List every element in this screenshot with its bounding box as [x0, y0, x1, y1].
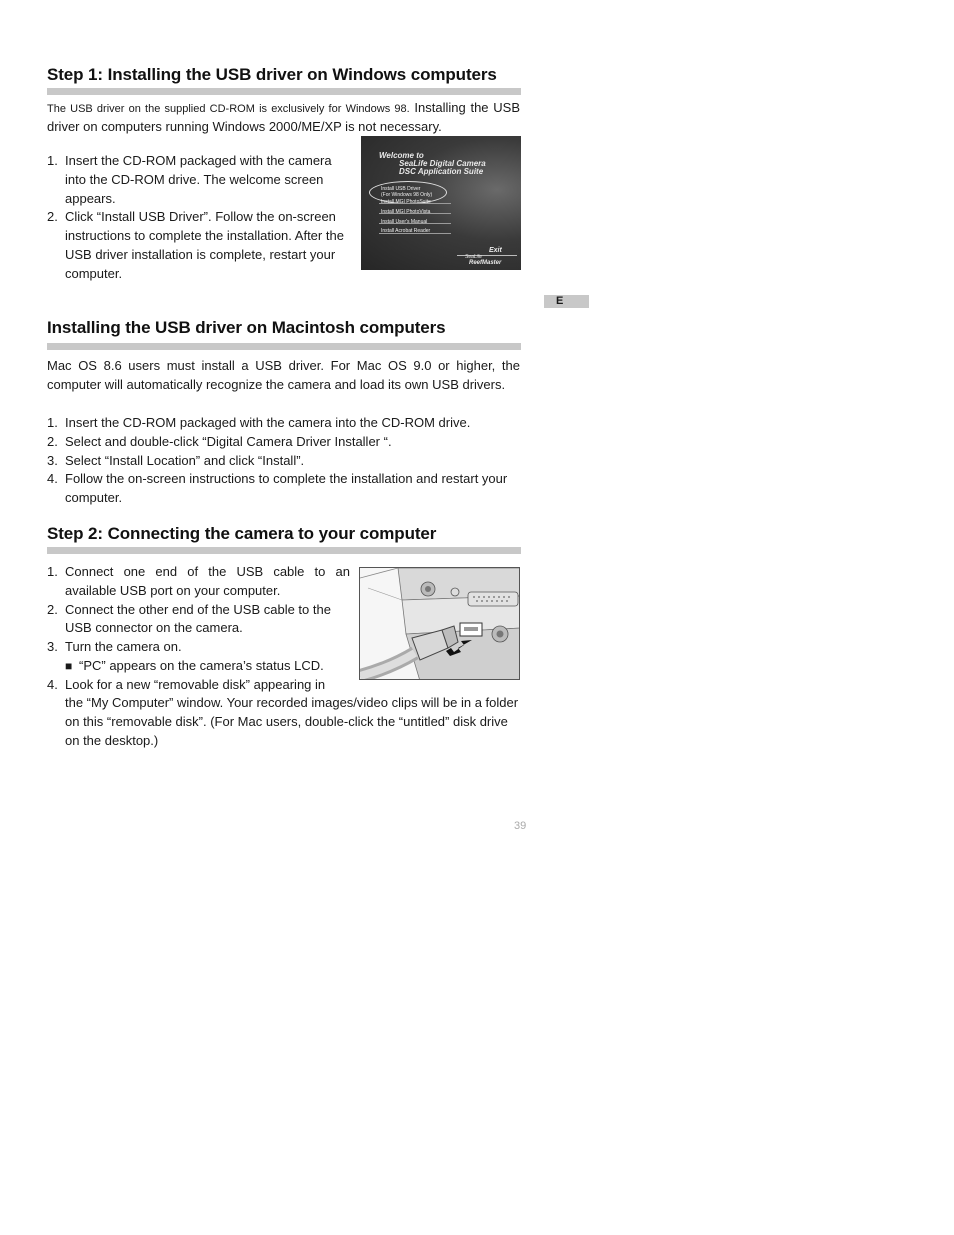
- square-bullet-icon: ■: [65, 658, 73, 673]
- page-number: 39: [514, 820, 527, 832]
- menu-win98-note: (For Windows 98 Only): [381, 192, 433, 198]
- brand-logo: ReefMaster: [469, 260, 502, 266]
- section-heading-macintosh: Installing the USB driver on Macintosh computers: [47, 318, 446, 337]
- heading-rule: [47, 88, 521, 95]
- welcome-line-2: SeaLife Digital Camera: [399, 159, 486, 168]
- list-item: 2. Click “Install USB Driver”. Follow the on-screen instructions to complete the installation. After the USB driver installation is complete, restart your computer.: [47, 209, 344, 281]
- menu-acrobat: Install Acrobat Reader: [381, 228, 431, 234]
- cd-welcome-screenshot: [361, 136, 521, 270]
- menu-photovista: Install MGI PhotoVista: [381, 209, 431, 215]
- windows-intro: [47, 99, 520, 135]
- mac-steps: [47, 414, 521, 508]
- list-item: 2. Connect the other end of the USB cable to the USB connector on the camera.: [47, 601, 331, 636]
- language-tab: E: [544, 295, 589, 308]
- heading-rule: [47, 547, 521, 554]
- welcome-line-1: Welcome to: [379, 151, 424, 160]
- list-item: 4. Follow the on-screen instructions to complete the installation and restart your computer.: [47, 471, 508, 506]
- menu-photosuite: Install MGI PhotoSuite: [381, 199, 431, 205]
- usb-port-photo: [359, 567, 520, 680]
- list-item: 4. Look for a new “removable disk” appearing in: [47, 676, 326, 692]
- list-item: 3. Turn the camera on.: [47, 639, 182, 655]
- list-item: 3. Select “Install Location” and click “Install”.: [47, 452, 305, 468]
- exit-label: Exit: [489, 247, 502, 254]
- list-item: 1. Connect one end of the USB cable to an available USB port on your computer.: [47, 564, 350, 598]
- windows-intro-small: The USB driver on the supplied CD-ROM is exclusively for Windows 98.: [47, 103, 410, 115]
- welcome-line-3: DSC Application Suite: [399, 167, 484, 176]
- heading-rule: [47, 343, 521, 350]
- section-heading-windows: Step 1: Installing the USB driver on Windows computers: [47, 65, 497, 84]
- section-heading-connecting: Step 2: Connecting the camera to your computer: [47, 524, 437, 543]
- mac-intro: Mac OS 8.6 users must install a USB driver. For Mac OS 9.0 or higher, the computer will automatically recognize the camera and load its own USB drivers.: [47, 358, 520, 392]
- step4-continuation: the “My Computer” window. Your recorded images/video clips will be in a folder on this “removable disk”. (For Mac users, double-click the “untitled” disk drive on the desktop.): [65, 695, 519, 748]
- list-item: 1. Insert the CD-ROM packaged with the camera into the CD-ROM drive. The welcome screen appears.: [47, 153, 332, 206]
- brand-small: SeaLife: [465, 254, 482, 260]
- usb-connection-illustration: [360, 568, 520, 680]
- windows-steps: [47, 152, 355, 284]
- list-item: 2. Select and double-click “Digital Camera Driver Installer “.: [47, 433, 392, 449]
- menu-install-usb: Install USB Driver: [381, 186, 421, 192]
- list-item: 1. Insert the CD-ROM packaged with the camera into the CD-ROM drive.: [47, 415, 471, 430]
- windows-intro-rest: Installing the USB driver on computers running Windows 2000/ME/XP is not necessary.: [47, 100, 520, 134]
- status-lcd-note: “PC” appears on the camera’s status LCD.: [79, 657, 324, 673]
- list-item: [47, 657, 350, 676]
- menu-users-manual: Install User's Manual: [381, 219, 428, 225]
- connect-steps: [47, 563, 350, 695]
